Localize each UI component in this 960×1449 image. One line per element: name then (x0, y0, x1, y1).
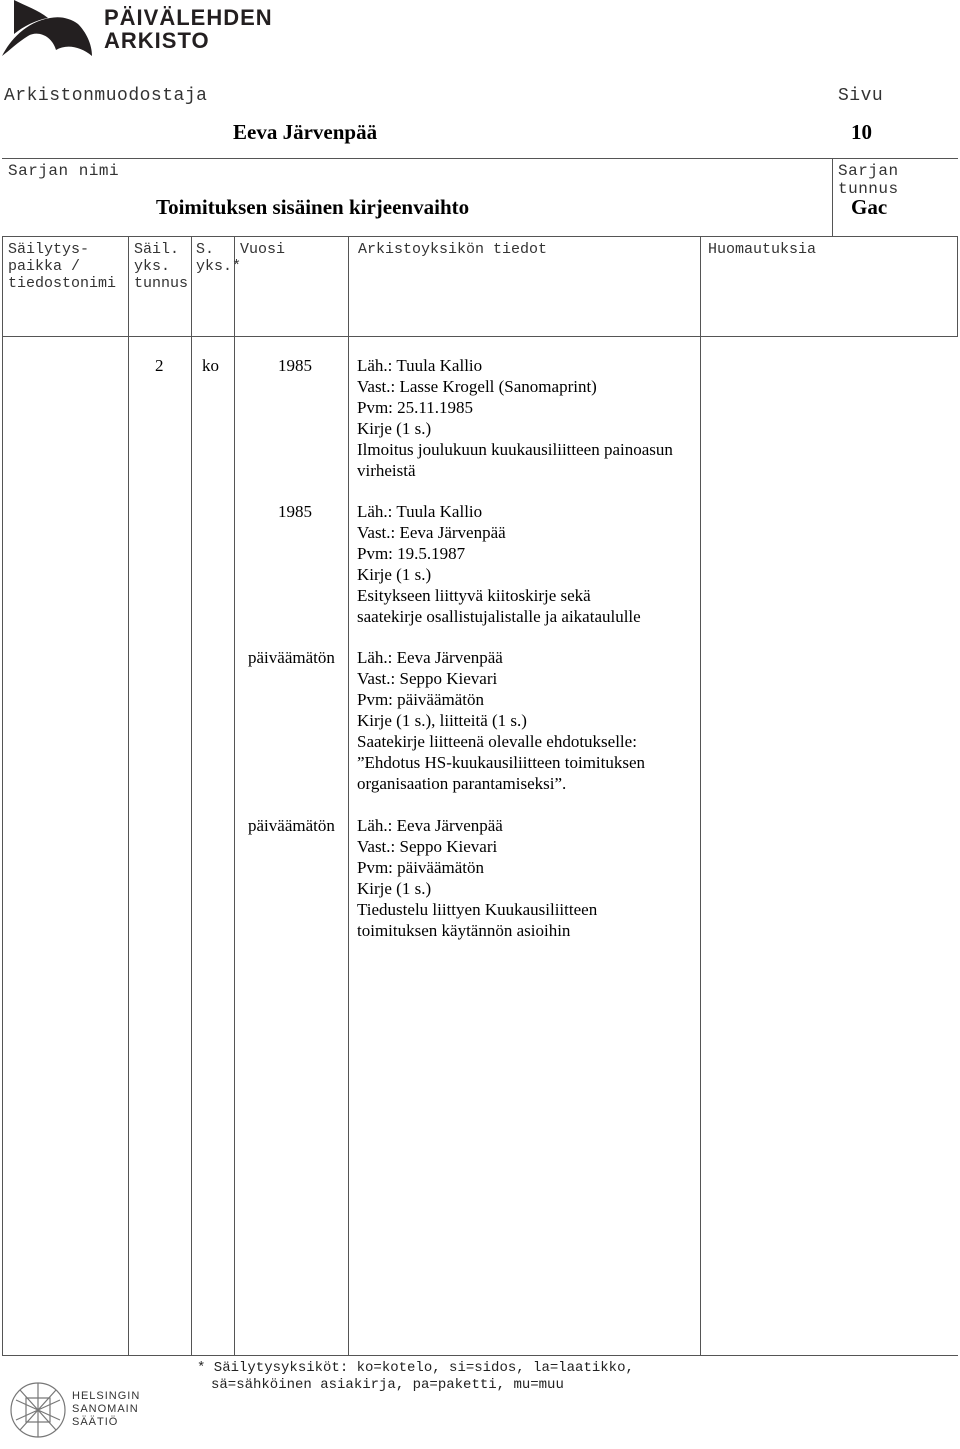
detail-line: virheistä (357, 461, 416, 480)
creator-name: Eeva Järvenpää (233, 120, 378, 144)
col-header-location-line: paikka / (8, 258, 81, 275)
detail-line: ”Ehdotus HS-kuukausiliitteen toimituksen (357, 753, 646, 772)
detail-line: Läh.: Eeva Järvenpää (357, 816, 503, 835)
col-header-location-line: tiedostonimi (8, 275, 117, 292)
page-number: 10 (851, 120, 872, 144)
column-header-divider (2, 336, 958, 337)
col-header-notes: Huomautuksia (708, 241, 817, 258)
entry-2-details (357, 501, 641, 627)
leaf-icon (0, 0, 100, 58)
col-divider-1 (128, 236, 129, 1356)
detail-line: saatekirje osallistujalistalle ja aikataululle (357, 607, 641, 626)
col-header-unit-code-line: tunnus (134, 275, 189, 292)
col-header-details: Arkistoyksikön tiedot (358, 241, 548, 258)
col-header-location-line: Säilytys- (8, 241, 90, 258)
logo-wordmark (104, 6, 273, 52)
series-code-divider (832, 158, 833, 236)
table-bottom-border (2, 1355, 958, 1356)
detail-line: Läh.: Eeva Järvenpää (357, 648, 503, 667)
col-header-unit-code-line: yks. (134, 258, 171, 275)
col-header-unit-type (196, 241, 241, 275)
detail-line: Tiedustelu liittyen Kuukausiliitteen (357, 900, 598, 919)
col-header-location (8, 241, 116, 292)
creator-label: Arkistonmuodostaja (4, 86, 208, 106)
detail-line: Kirje (1 s.) (357, 879, 432, 898)
detail-line: Kirje (1 s.) (357, 419, 432, 438)
page-label: Sivu (838, 86, 884, 106)
header-divider-bottom (2, 236, 958, 237)
detail-line: Pvm: päiväämätön (357, 858, 485, 877)
col-header-unit-code (134, 241, 188, 292)
detail-line: Saatekirje liitteenä olevalle ehdotukselle: (357, 732, 637, 751)
series-name: Toimituksen sisäinen kirjeenvaihto (156, 195, 470, 219)
entry-4-year: päiväämätön (248, 816, 335, 835)
series-code: Gac (851, 195, 888, 219)
detail-line: Ilmoitus joulukuun kuukausiliitteen painoasun (357, 440, 673, 459)
series-name-label: Sarjan nimi (8, 162, 120, 180)
table-right-border (957, 236, 958, 336)
series-code-label: Sarjan tunnus (838, 162, 899, 198)
col-divider-2 (191, 236, 192, 1356)
col-divider-4 (348, 236, 349, 1356)
logo-line-2: ARKISTO (104, 28, 210, 53)
detail-line: organisaation parantamiseksi”. (357, 774, 567, 793)
col-divider-3 (234, 236, 235, 1356)
detail-line: Läh.: Tuula Kallio (357, 356, 483, 375)
detail-line: Esitykseen liittyvä kiitoskirje sekä (357, 586, 591, 605)
footnote-line-2: sä=sähköinen asiakirja, pa=paketti, mu=muu (211, 1377, 564, 1393)
hs-logo-line-2: SANOMAIN (72, 1403, 139, 1415)
entry-1-unit-type: ko (202, 356, 219, 375)
detail-line: Vast.: Lasse Krogell (Sanomaprint) (357, 377, 597, 396)
entry-2-year: 1985 (278, 502, 312, 521)
detail-line: Kirje (1 s.), liitteitä (1 s.) (357, 711, 527, 730)
entry-4-details (357, 815, 597, 941)
entry-1-year: 1985 (278, 356, 312, 375)
col-divider-5 (700, 236, 701, 1356)
entry-3-year: päiväämätön (248, 648, 335, 667)
seal-icon (6, 1378, 70, 1442)
logo-line-1: PÄIVÄLEHDEN (104, 5, 273, 30)
detail-line: Pvm: 19.5.1987 (357, 544, 466, 563)
detail-line: Läh.: Tuula Kallio (357, 502, 483, 521)
detail-line: Pvm: päiväämätön (357, 690, 485, 709)
detail-line: Vast.: Seppo Kievari (357, 669, 498, 688)
header-divider-top (2, 158, 958, 159)
footnote-line-1: * Säilytysyksiköt: ko=kotelo, si=sidos, la=laatikko, (197, 1360, 634, 1376)
col-header-unit-type-line: S. (196, 241, 215, 258)
detail-line: Kirje (1 s.) (357, 565, 432, 584)
helsingin-sanomain-saatio-logo (6, 1378, 156, 1440)
col-header-unit-type-line: yks.* (196, 258, 242, 275)
detail-line: Vast.: Eeva Järvenpää (357, 523, 506, 542)
entry-1-unit-code: 2 (155, 356, 164, 375)
entry-1-details (357, 355, 673, 481)
hs-logo-text (72, 1390, 140, 1429)
hs-logo-line-3: SÄÄTIÖ (72, 1416, 119, 1428)
col-header-year: Vuosi (240, 241, 286, 258)
table-left-border (2, 236, 3, 1356)
hs-logo-line-1: HELSINGIN (72, 1390, 141, 1402)
entry-3-details (357, 647, 645, 794)
detail-line: toimituksen käytännön asioihin (357, 921, 571, 940)
detail-line: Pvm: 25.11.1985 (357, 398, 474, 417)
footnote (197, 1360, 634, 1394)
detail-line: Vast.: Seppo Kievari (357, 837, 498, 856)
paivalehden-arkisto-logo (0, 0, 273, 58)
col-header-unit-code-line: Säil. (134, 241, 180, 258)
